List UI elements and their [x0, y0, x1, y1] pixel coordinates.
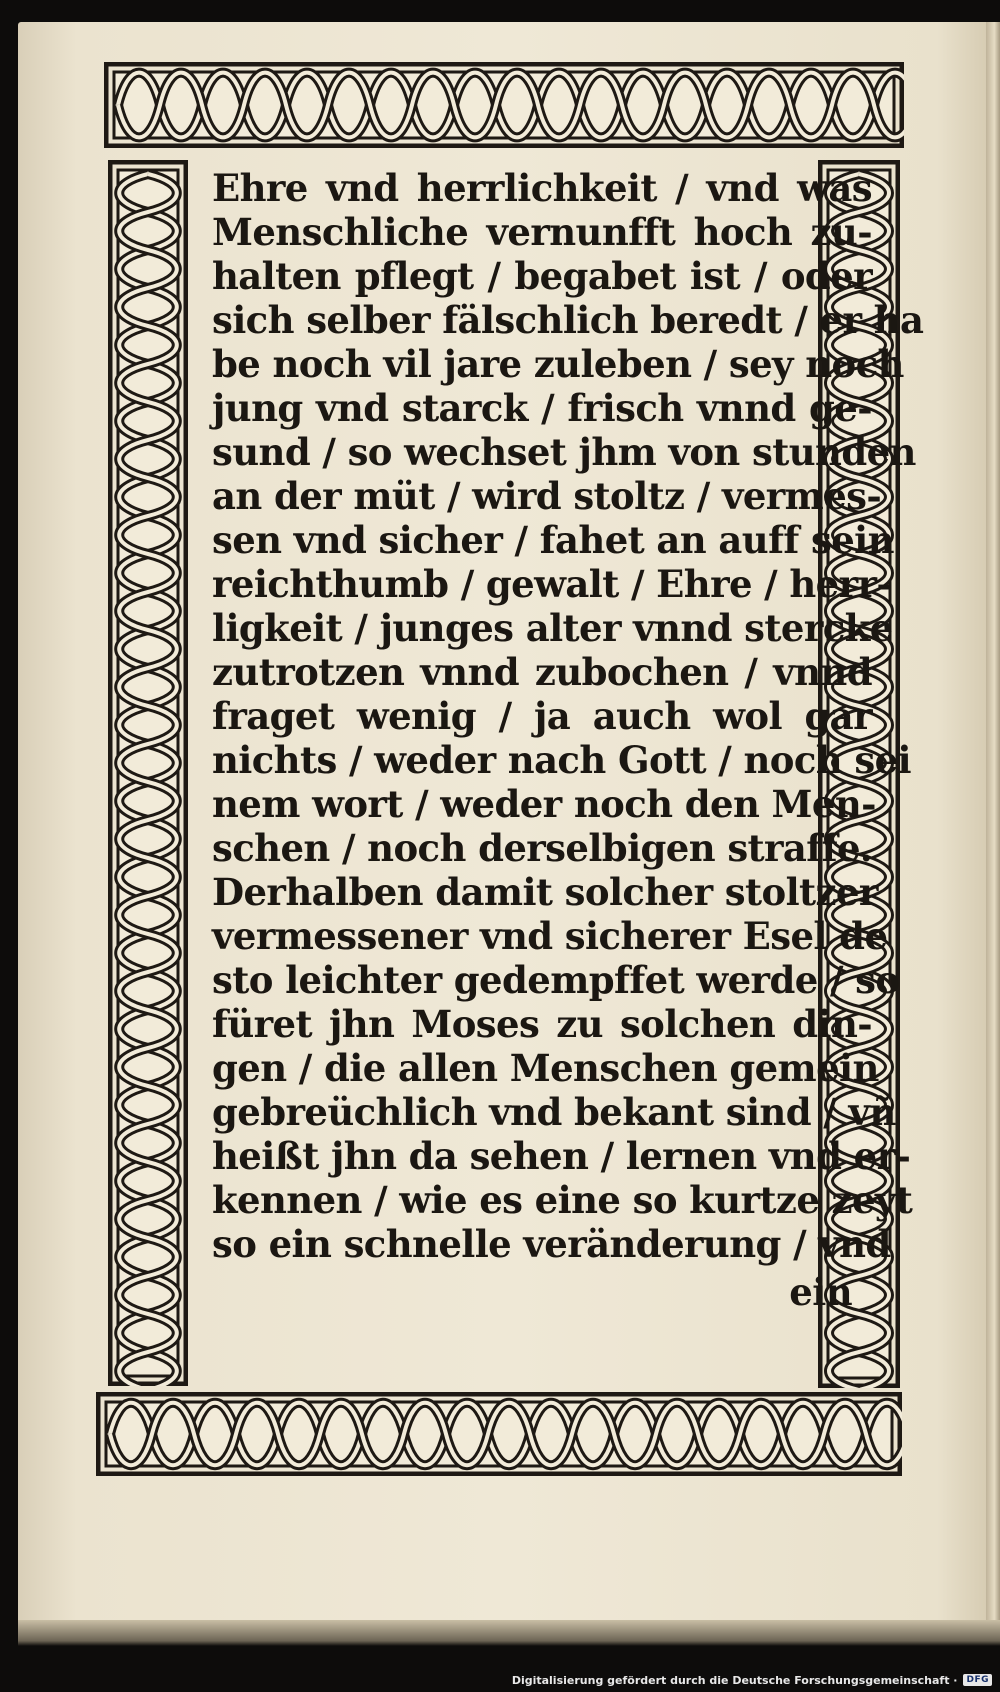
text-line: vermessener vnd sicherer Esel de	[212, 914, 888, 958]
text-line: halten pflegt / begabet ist / oder	[212, 254, 872, 298]
fraktur-text-block	[212, 166, 924, 1468]
left-knotwork-border	[108, 160, 188, 1386]
text-line: gebreüchlich vnd bekant sind / vñ	[212, 1090, 896, 1134]
text-line: schen / noch derselbigen straffe.	[212, 826, 873, 870]
text-line: Derhalben damit solcher stoltzer	[212, 870, 878, 914]
text-line: fraget wenig / ja auch wol gar	[212, 694, 872, 738]
text-line: kennen / wie es eine so kurtze zeyt	[212, 1178, 913, 1222]
footer-text: Digitalisierung gefördert durch die Deutsche Forschungsgemeinschaft ·	[511, 1673, 958, 1687]
text-line: ligkeit / junges alter vnnd stercke	[212, 606, 893, 650]
text-line: nichts / weder nach Gott / noch sei	[212, 738, 912, 782]
dfg-logo: DFG	[963, 1674, 992, 1686]
text-line: so ein schnelle veränderung / vnd	[212, 1222, 891, 1266]
catchword: ein	[789, 1270, 852, 1314]
text-line: jung vnd starck / frisch vnnd ge-	[212, 386, 872, 430]
text-line: Menschliche vernunfft hoch zu-	[212, 210, 872, 254]
text-line: sto leichter gedempffet werde / so	[212, 958, 900, 1002]
text-line: an der müt / wird stoltz / vermes-	[212, 474, 882, 518]
digitization-footer	[512, 1672, 992, 1688]
page-edge	[986, 22, 1000, 1640]
text-line: nem wort / weder noch den Men-	[212, 782, 876, 826]
text-line: be noch vil jare zuleben / sey noch	[212, 342, 904, 386]
text-line: zutrotzen vnnd zubochen / vnnd	[212, 650, 872, 694]
text-line: sund / so wechset jhm von stunden	[212, 430, 916, 474]
page-shadow	[18, 1620, 1000, 1646]
text-line: Ehre vnd herrlichkeit / vnd was	[212, 166, 872, 210]
top-knotwork-border	[104, 62, 904, 148]
text-line: sich selber fälschlich beredt / er ha	[212, 298, 924, 342]
text-line: füret jhn Moses zu solchen din-	[212, 1002, 872, 1046]
text-line: gen / die allen Menschen gemein	[212, 1046, 879, 1090]
text-line: sen vnd sicher / fahet an auff sein	[212, 518, 894, 562]
text-line: reichthumb / gewalt / Ehre / herr-	[212, 562, 892, 606]
text-line: heißt jhn da sehen / lernen vnd er-	[212, 1134, 911, 1178]
